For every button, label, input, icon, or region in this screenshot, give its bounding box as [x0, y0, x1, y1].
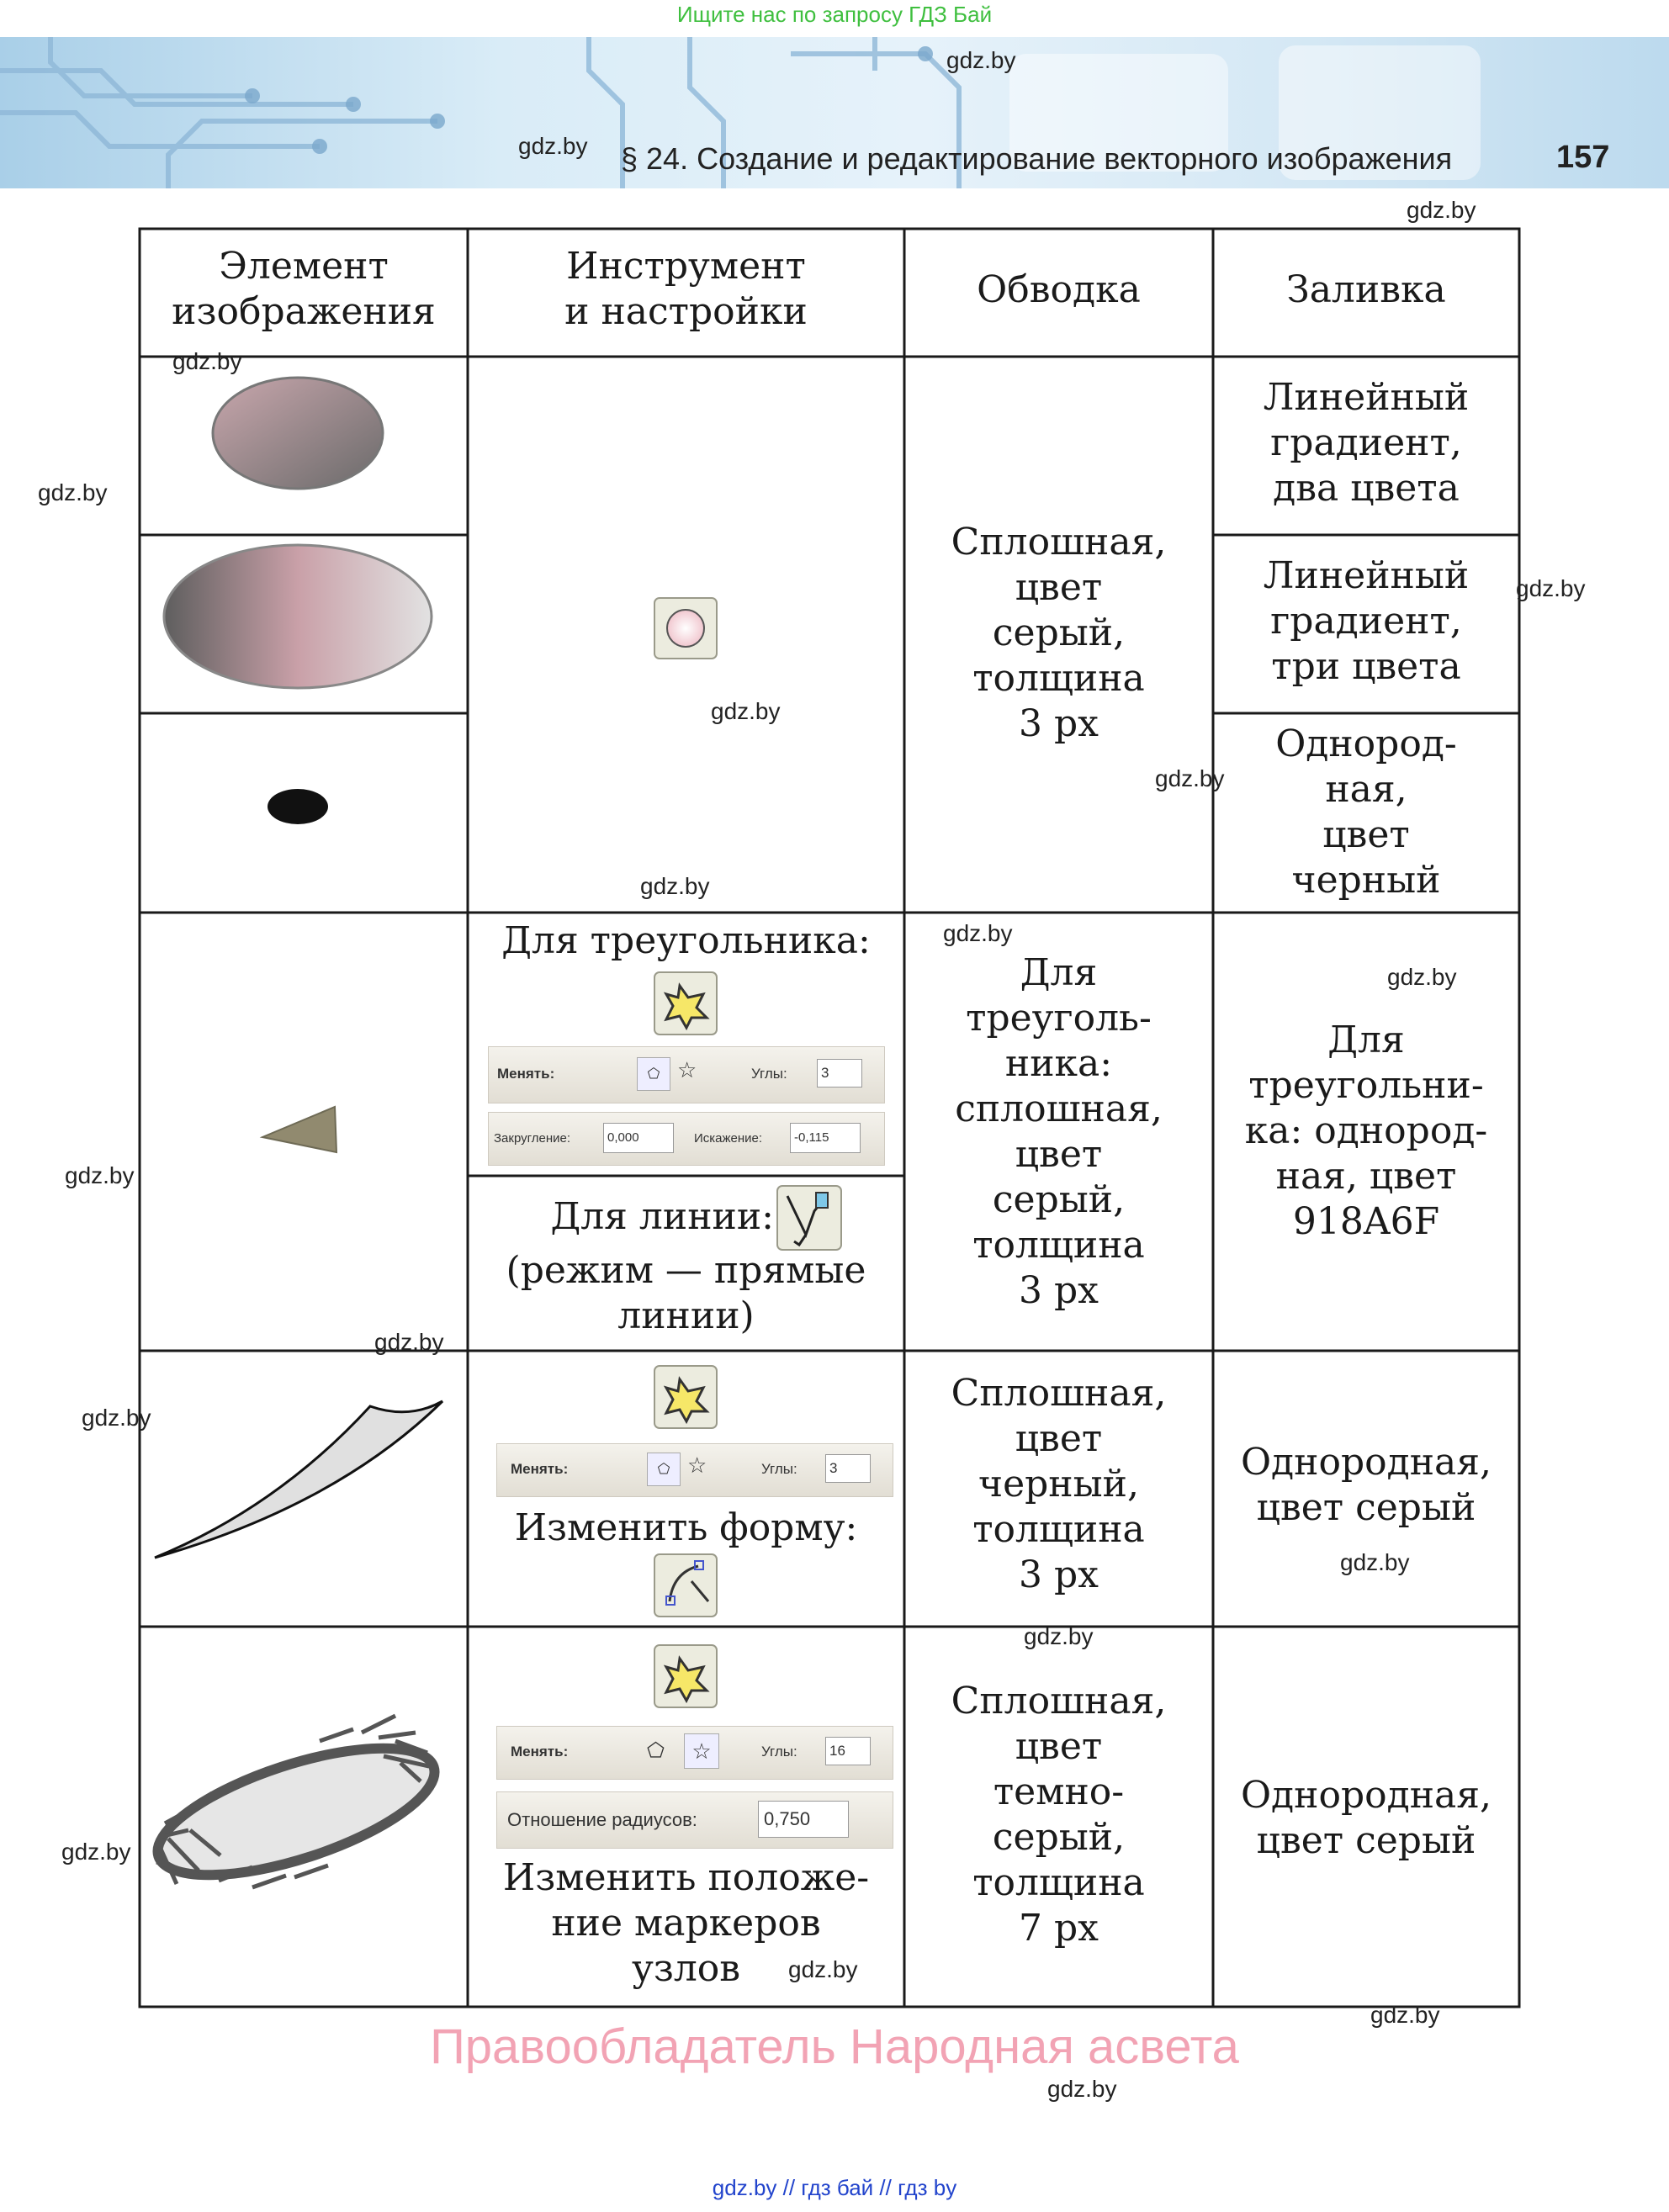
distortion-label: Искажение: [694, 1131, 763, 1146]
watermark: gdz.by [1155, 765, 1225, 791]
row3-stroke: Сплошная, цвет черный, толщина 3 px [951, 1372, 1167, 1596]
watermark: gdz.by [943, 920, 1013, 946]
row1-fill-b: Линейный градиент, три цвета [1263, 554, 1470, 688]
row2-stroke: Для треуголь- ника: сплошная, цвет серый, толщина 3 px [955, 951, 1163, 1312]
watermark: gdz.by [1370, 2002, 1440, 2028]
row3-tool-reshape: Изменить форму: [514, 1506, 858, 1549]
watermark: gdz.by [82, 1405, 151, 1431]
change-label: Менять: [511, 1744, 569, 1760]
watermark: gdz.by [172, 348, 242, 374]
star-mode-icon[interactable]: ☆ [684, 1733, 719, 1769]
change-label: Менять: [497, 1066, 555, 1082]
star-mode-icon[interactable]: ☆ [687, 1453, 707, 1478]
page-number: 157 [1556, 140, 1610, 175]
corners-input[interactable]: 3 [825, 1454, 871, 1483]
row2-tool-line-label: Для линии: [550, 1195, 774, 1238]
row3-fill: Однородная, цвет серый [1240, 1441, 1492, 1529]
row4-tool-nodes: Изменить положе- ние маркеров узлов [502, 1856, 870, 1990]
watermark: gdz.by [640, 873, 710, 899]
row4-toolbar-ratio [496, 1791, 893, 1849]
polygon-mode-icon[interactable]: ⬠ [647, 1739, 665, 1762]
polygon-mode-icon[interactable]: ⬠ [637, 1057, 670, 1091]
watermark: gdz.by [788, 1956, 858, 1982]
row1-fill-a: Линейный градиент, два цвета [1263, 376, 1470, 510]
watermark: gdz.by [1340, 1549, 1410, 1575]
polygon-mode-icon[interactable]: ⬠ [647, 1453, 681, 1486]
header-stroke: Обводка [977, 268, 1141, 311]
star-mode-icon[interactable]: ☆ [677, 1057, 697, 1082]
row2-tool-triangle: Для треугольника: [501, 919, 871, 962]
watermark: gdz.by [518, 133, 588, 159]
corners-label: Углы: [761, 1744, 797, 1760]
watermark: gdz.by [1407, 197, 1476, 223]
header-fill: Заливка [1286, 268, 1446, 311]
row2-fill: Для треугольни- ка: однород- ная, цвет 918A6F [1244, 1019, 1488, 1243]
watermark: gdz.by [1516, 575, 1586, 601]
distortion-input[interactable]: -0,115 [790, 1123, 861, 1153]
corners-input[interactable]: 16 [825, 1737, 871, 1765]
row2-tool-line-mode: (режим — прямые линии) [506, 1249, 866, 1337]
row1-stroke: Сплошная, цвет серый, толщина 3 px [951, 521, 1167, 745]
watermark: gdz.by [711, 698, 781, 724]
row4-fill: Однородная, цвет серый [1240, 1774, 1492, 1862]
watermark: gdz.by [38, 479, 108, 505]
corners-label: Углы: [761, 1461, 797, 1477]
corners-label: Углы: [751, 1066, 787, 1082]
top-search-hint[interactable]: Ищите нас по запросу ГДЗ Бай [676, 2, 993, 27]
header-element: Элемент изображения [172, 245, 436, 333]
row4-toolbar-change [496, 1726, 893, 1780]
rounding-input[interactable]: 0,000 [603, 1123, 674, 1153]
watermark: gdz.by [1047, 2076, 1117, 2102]
watermark: gdz.by [1024, 1623, 1094, 1649]
section-title: § 24. Создание и редактирование векторного изображения [621, 141, 1453, 176]
watermark: gdz.by [61, 1839, 131, 1865]
corners-input[interactable]: 3 [817, 1059, 862, 1087]
row4-stroke: Сплошная, цвет темно- серый, толщина 7 px [951, 1680, 1167, 1950]
watermark: gdz.by [946, 47, 1016, 73]
ratio-label: Отношение радиусов: [507, 1809, 697, 1830]
watermark: gdz.by [65, 1162, 135, 1188]
copyright-notice: Правообладатель Народная асвета [430, 2019, 1239, 2074]
watermark: gdz.by [1387, 964, 1457, 990]
rounding-label: Закругление: [494, 1131, 571, 1146]
ratio-input[interactable]: 0,750 [758, 1801, 849, 1838]
spiky-ellipse-shape [144, 1716, 448, 1901]
watermark: gdz.by [374, 1329, 444, 1355]
row1-fill-c: Однород- ная, цвет черный [1275, 722, 1457, 902]
bottom-links[interactable]: gdz.by // гдз бай // гдз by [712, 2175, 957, 2200]
header-tool: Инструмент и настройки [564, 245, 808, 333]
change-label: Менять: [511, 1461, 569, 1477]
